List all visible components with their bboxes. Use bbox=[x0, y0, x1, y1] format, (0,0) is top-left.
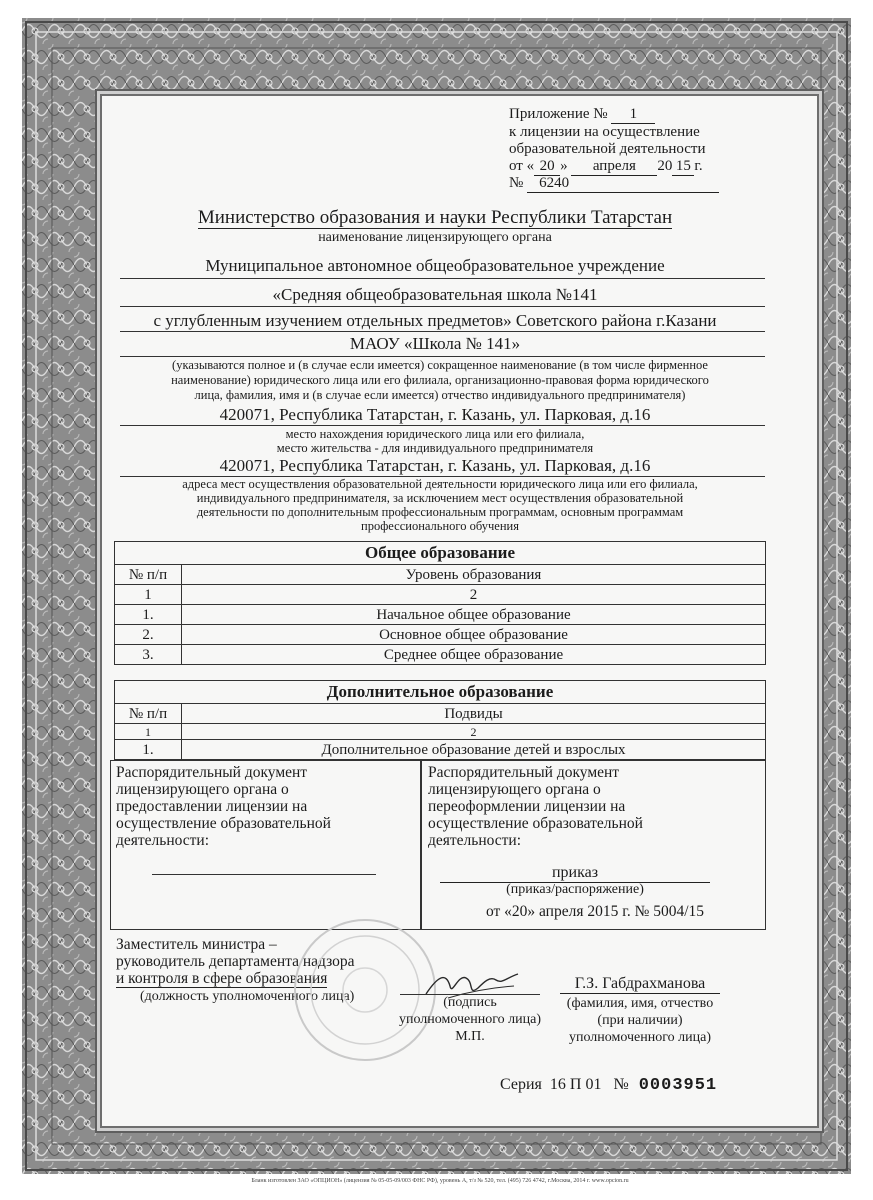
appendix-number: 1 bbox=[611, 105, 655, 124]
org-caption-1: (указываются полное и (в случае если имеется) сокращенное наименование (в том числе фирменное bbox=[172, 358, 708, 372]
name-caption: (фамилия, имя, отчество (при наличии) уполномоченного лица) bbox=[566, 996, 714, 1045]
series-no-label: № bbox=[613, 1076, 629, 1093]
signature-caption: (подпись уполномоченного лица) М.П. bbox=[395, 994, 545, 1045]
appendix-label-row bbox=[509, 105, 655, 124]
location-address: 420071, Республика Татарстан, г. Казань, ул. Парковая, д.16 bbox=[219, 405, 651, 424]
general-col-index-1: 1 bbox=[115, 585, 182, 605]
table-row bbox=[115, 645, 766, 665]
general-col-index-2: 2 bbox=[182, 585, 766, 605]
date-year-prefix: 20 bbox=[657, 158, 673, 174]
activity-caption-4: профессионального обучения bbox=[361, 519, 519, 533]
row-value: Основное общее образование bbox=[182, 625, 766, 645]
series-label: Серия bbox=[500, 1076, 542, 1093]
date-day-suffix: » bbox=[560, 158, 568, 174]
table-row bbox=[115, 625, 766, 645]
location-caption-2: место жительства - для индивидуального предпринимателя bbox=[276, 441, 594, 455]
signatory-position: Заместитель министра – руководитель департамента надзора и контроля в сфере образования bbox=[116, 936, 355, 987]
additional-col-number: № п/п bbox=[115, 704, 182, 724]
reissue-order-text: Распорядительный документ лицензирующего органа о переоформлении лицензии на осуществление образовательной деятельности: bbox=[428, 764, 643, 849]
date-year-suffix: г. bbox=[694, 158, 703, 174]
org-line-2: «Средняя общеобразовательная школа №141 bbox=[272, 285, 598, 304]
license-number: 6240 bbox=[527, 174, 719, 193]
date-prefix: от « bbox=[509, 158, 535, 174]
row-number: 2. bbox=[115, 625, 182, 645]
order-type: приказ bbox=[440, 864, 710, 883]
additional-table-title: Дополнительное образование bbox=[115, 681, 766, 704]
general-col-number: № п/п bbox=[115, 565, 182, 585]
org-line-1: Муниципальное автономное общеобразовательное учреждение bbox=[205, 256, 665, 275]
org-caption-2: наименование) юридического лица или его филиала, организационно-правовая форма юридического bbox=[171, 373, 709, 387]
license-no-label: № bbox=[509, 175, 524, 191]
license-number-row bbox=[509, 174, 719, 193]
location-caption-1: место нахождения юридического лица или его филиала, bbox=[285, 427, 585, 441]
appendix-line-1: к лицензии на осуществление bbox=[509, 124, 700, 140]
appendix-line-2: образовательной деятельности bbox=[509, 141, 706, 157]
general-education-table bbox=[114, 541, 766, 665]
row-number: 3. bbox=[115, 645, 182, 665]
authority-name: Министерство образования и науки Республики Татарстан bbox=[197, 207, 673, 228]
row-value: Среднее общее образование bbox=[182, 645, 766, 665]
series-value: 16 П 01 bbox=[549, 1076, 602, 1093]
order-date: от «20» апреля 2015 г. № 5004/15 bbox=[485, 903, 705, 920]
row-number: 1. bbox=[115, 605, 182, 625]
series-row bbox=[500, 1076, 717, 1095]
org-caption-3: лица, фамилия, имя и (в случае если имеется) отчество индивидуального предпринимателя) bbox=[194, 388, 686, 402]
activity-caption-1: адреса мест осуществления образовательной деятельности юридического лица или его филиала, bbox=[182, 477, 698, 491]
date-month: апреля bbox=[571, 157, 657, 176]
general-col-level: Уровень образования bbox=[182, 565, 766, 585]
row-number: 1. bbox=[115, 740, 182, 760]
general-table-title: Общее образование bbox=[115, 542, 766, 565]
print-footer: Бланк изготовлен ЗАО «ОПЦИОН» (лицензия № 05-05-09/003 ФНС РФ), уровень А, т/з № 520, тел. (495) 726 4742, г.Москва, 2014 г. www.opcion.ru bbox=[251, 1178, 629, 1184]
position-caption: (должность уполномоченного лица) bbox=[140, 989, 355, 1004]
org-line-3: с углубленным изучением отдельных предметов» Советского района г.Казани bbox=[153, 311, 717, 330]
additional-col-subtype: Подвиды bbox=[182, 704, 766, 724]
activity-caption-3: деятельности по дополнительным профессиональным программам, основным программам bbox=[196, 505, 684, 519]
table-row bbox=[115, 740, 766, 760]
org-short-name: МАОУ «Школа № 141» bbox=[349, 334, 521, 353]
additional-education-table bbox=[114, 680, 766, 760]
date-year: 15 bbox=[672, 157, 694, 176]
authority-caption: наименование лицензирующего органа bbox=[318, 230, 552, 245]
row-value: Дополнительное образование детей и взрослых bbox=[182, 740, 766, 760]
date-day: 20 bbox=[534, 157, 560, 176]
activity-caption-2: индивидуального предпринимателя, за исключением мест осуществления образовательной bbox=[196, 491, 684, 505]
activity-address: 420071, Республика Татарстан, г. Казань, ул. Парковая, д.16 bbox=[219, 456, 651, 475]
additional-col-index-2: 2 bbox=[182, 724, 766, 740]
signatory-name: Г.З. Габдрахманова bbox=[560, 975, 720, 994]
table-row bbox=[115, 605, 766, 625]
row-value: Начальное общее образование bbox=[182, 605, 766, 625]
additional-col-index-1: 1 bbox=[115, 724, 182, 740]
series-number: 0003951 bbox=[638, 1076, 718, 1095]
appendix-label: Приложение № bbox=[509, 106, 608, 122]
grant-order-text: Распорядительный документ лицензирующего органа о предоставлении лицензии на осуществление образовательной деятельности: bbox=[116, 764, 331, 849]
seal-place: М.П. bbox=[455, 1029, 485, 1044]
order-type-caption: (приказ/распоряжение) bbox=[506, 882, 644, 897]
